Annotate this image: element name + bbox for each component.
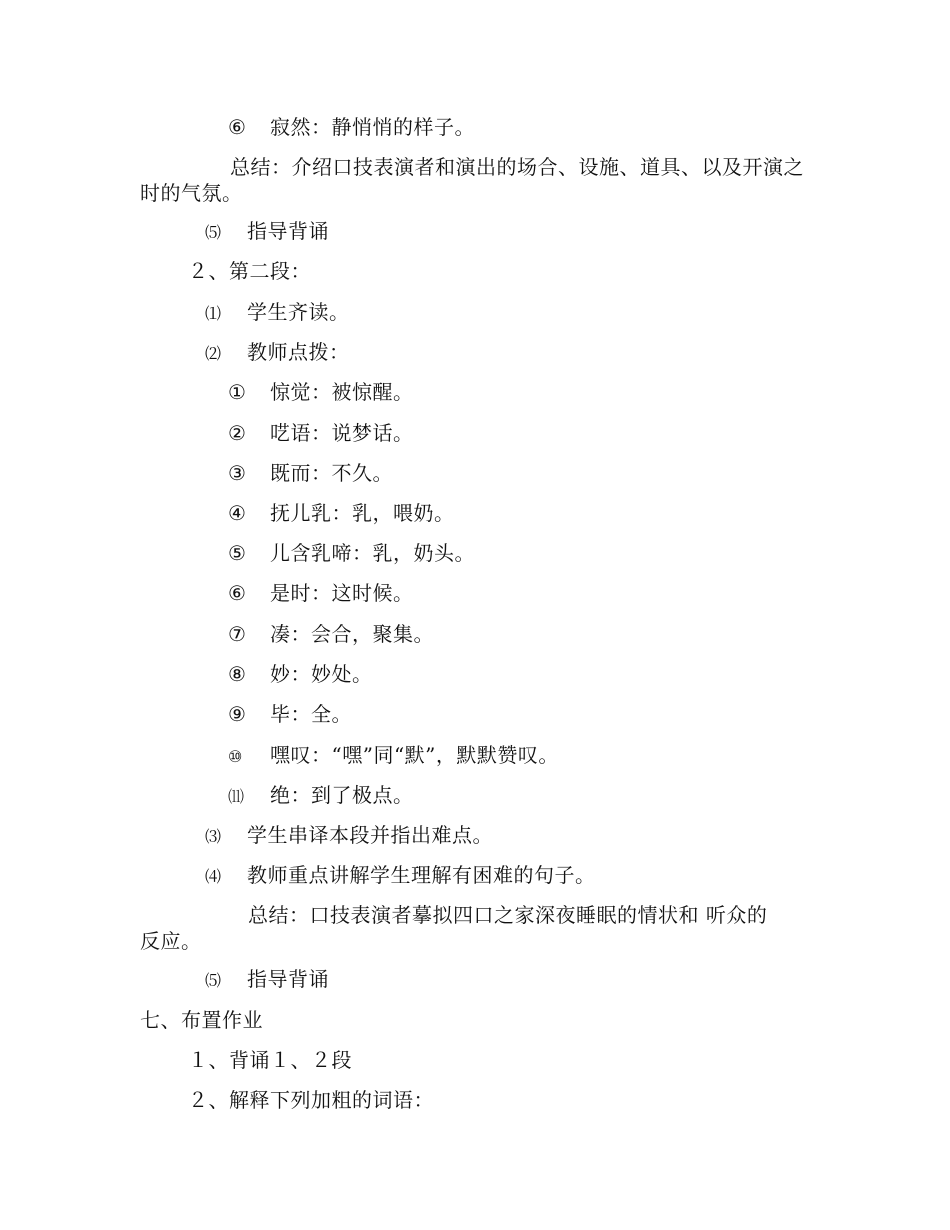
item-marker: ②	[228, 421, 247, 445]
summary-paragraph	[140, 902, 812, 954]
note-item	[228, 580, 414, 606]
item-text: 毕：全。	[270, 702, 352, 726]
item-text: 凑：会合，聚集。	[270, 622, 434, 646]
item-marker: ⑤	[228, 541, 247, 565]
note-item	[228, 540, 475, 566]
item-marker: ⑷	[205, 867, 222, 886]
item-text: 教师点拨：	[247, 340, 350, 364]
item-text: 指导背诵	[247, 967, 329, 991]
note-item	[228, 661, 373, 687]
item-marker: ⑾	[228, 787, 245, 806]
step-item	[205, 339, 350, 367]
item-marker: ⑥	[228, 581, 247, 605]
item-text: 是时：这时候。	[270, 581, 414, 605]
item-marker: ⑶	[205, 827, 222, 846]
item-text: 学生串译本段并指出难点。	[247, 823, 493, 847]
summary-line-2: 时的气氛。	[140, 181, 243, 205]
note-item	[228, 782, 414, 810]
summary-line-2: 反应。	[140, 929, 202, 953]
note-item	[228, 500, 455, 526]
section-heading: 七、布置作业	[140, 1008, 263, 1032]
note-item	[228, 701, 352, 727]
item-text: 寂然：静悄悄的样子。	[270, 115, 475, 139]
summary-line-1: 总结：口技表演者摹拟四口之家深夜睡眠的情状和 听众的	[248, 903, 768, 927]
section-heading: ２、第二段：	[188, 259, 311, 283]
item-text: 儿含乳啼：乳，奶头。	[270, 541, 475, 565]
note-item	[228, 420, 414, 446]
item-text: 抚儿乳：乳，喂奶。	[270, 501, 455, 525]
step-item	[205, 822, 493, 850]
item-marker: ⑧	[228, 662, 247, 686]
item-text: 嘿叹：“嘿”同“默”，默默赞叹。	[270, 743, 559, 767]
item-text: 呓语：说梦话。	[270, 421, 414, 445]
item-text: 绝：到了极点。	[270, 783, 414, 807]
item-text: 惊觉：被惊醒。	[270, 380, 414, 404]
step-item	[205, 966, 329, 994]
item-marker: ④	[228, 501, 247, 525]
item-marker: ⑥	[228, 115, 247, 139]
summary-paragraph	[140, 154, 812, 206]
note-item	[228, 379, 414, 405]
note-item	[228, 742, 559, 770]
step-item	[205, 218, 329, 246]
item-marker: ⑸	[205, 223, 222, 242]
note-item	[228, 460, 393, 486]
item-marker: ⑴	[205, 304, 222, 323]
item-text: 教师重点讲解学生理解有困难的句子。	[247, 863, 596, 887]
item-marker: ⑵	[205, 344, 222, 363]
homework-item: ２、解释下列加粗的词语：	[188, 1088, 434, 1112]
item-marker: ⑸	[205, 971, 222, 990]
item-marker: ③	[228, 461, 247, 485]
item-marker: ⑩	[228, 747, 243, 766]
item-marker: ⑦	[228, 622, 247, 646]
note-item	[228, 114, 475, 140]
item-text: 指导背诵	[247, 219, 329, 243]
note-item	[228, 621, 434, 647]
homework-item: １、背诵１、２段	[188, 1048, 352, 1072]
item-marker: ①	[228, 380, 247, 404]
item-marker: ⑨	[228, 702, 247, 726]
item-text: 学生齐读。	[247, 300, 350, 324]
step-item	[205, 299, 350, 327]
item-text: 既而：不久。	[270, 461, 393, 485]
step-item	[205, 862, 596, 890]
item-text: 妙：妙处。	[270, 662, 373, 686]
summary-line-1: 总结：介绍口技表演者和演出的场合、设施、道具、以及开演之	[230, 155, 804, 179]
